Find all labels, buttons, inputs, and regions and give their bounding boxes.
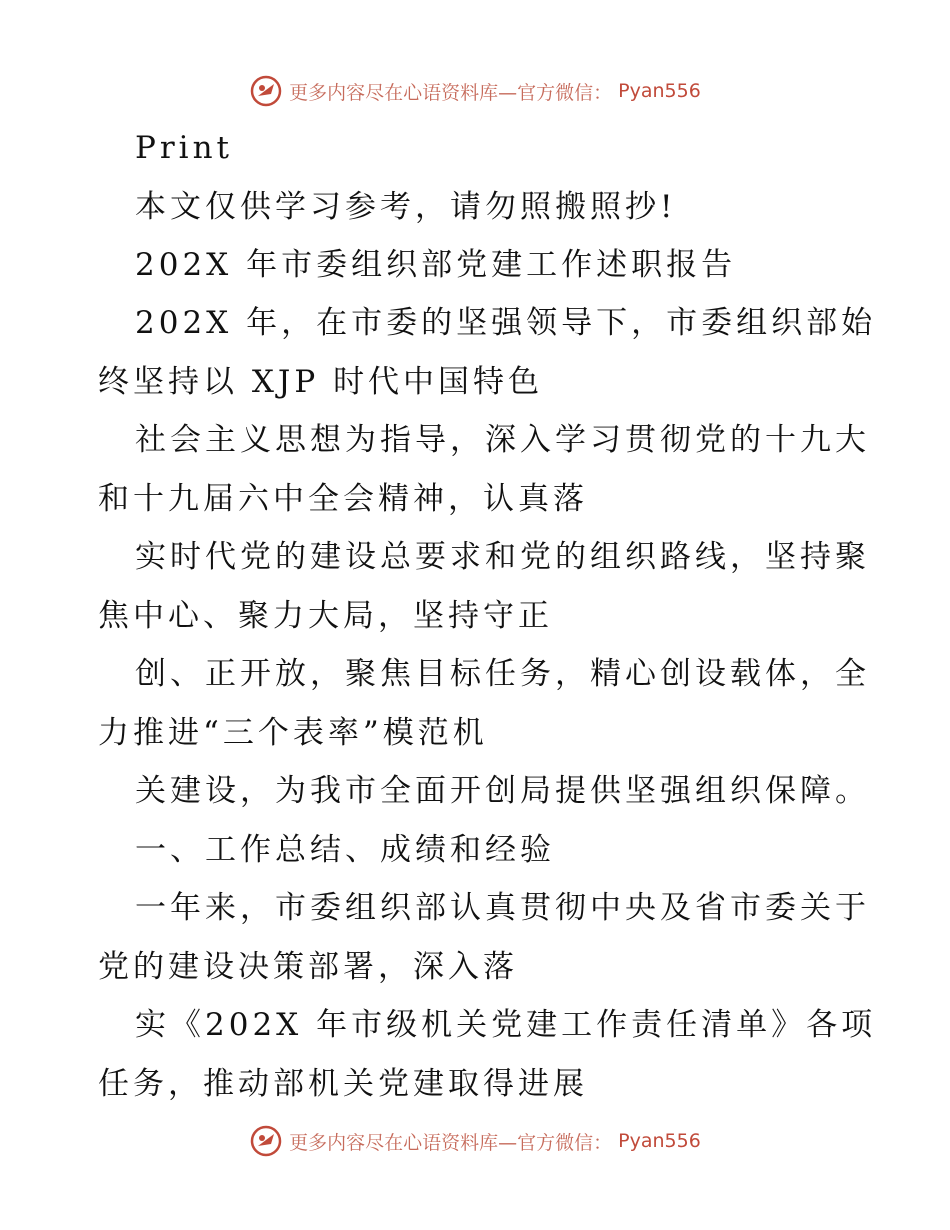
watermark-text: 更多内容尽在心语资料库—官方微信： [289,81,613,104]
doc-line: 202X 年，在市委的坚强领导下，市委组织部始 [135,305,877,341]
doc-line: 力推进“三个表率”模范机 [98,715,488,751]
doc-line: 创、正开放，聚焦目标任务，精心创设载体，全 [135,656,870,692]
header-watermark [0,74,950,108]
footer-watermark [0,1124,950,1158]
doc-line: 党的建设决策部署，深入落 [98,949,518,985]
doc-title: 202X 年市委组织部党建工作述职报告 [135,247,737,283]
watermark-handle: Pyan556 [618,1130,701,1152]
doc-line: 实时代党的建设总要求和党的组织路线，坚持聚 [135,539,870,575]
doc-line: 任务，推动部机关党建取得进展 [98,1066,588,1102]
doc-line: 一年来，市委组织部认真贯彻中央及省市委关于 [135,890,870,926]
doc-line: 焦中心、聚力大局，坚持守正 [98,598,553,634]
doc-line: 和十九届六中全会精神，认真落 [98,481,588,517]
doc-line-disclaimer: 本文仅供学习参考，请勿照搬照抄! [135,189,677,225]
doc-line: 社会主义思想为指导，深入学习贯彻党的十九大 [135,422,870,458]
doc-line: 关建设，为我市全面开创局提供坚强组织保障。 [135,773,870,809]
brand-logo-icon [249,1124,283,1158]
watermark-handle: Pyan556 [618,80,701,102]
watermark-text: 更多内容尽在心语资料库—官方微信： [289,1131,613,1154]
doc-line-print: Print [135,130,234,166]
doc-line: 终坚持以 XJP 时代中国特色 [98,364,544,400]
section-heading: 一、工作总结、成绩和经验 [135,832,555,868]
doc-line: 实《202X 年市级机关党建工作责任清单》各项 [135,1007,877,1043]
brand-logo-icon [249,74,283,108]
